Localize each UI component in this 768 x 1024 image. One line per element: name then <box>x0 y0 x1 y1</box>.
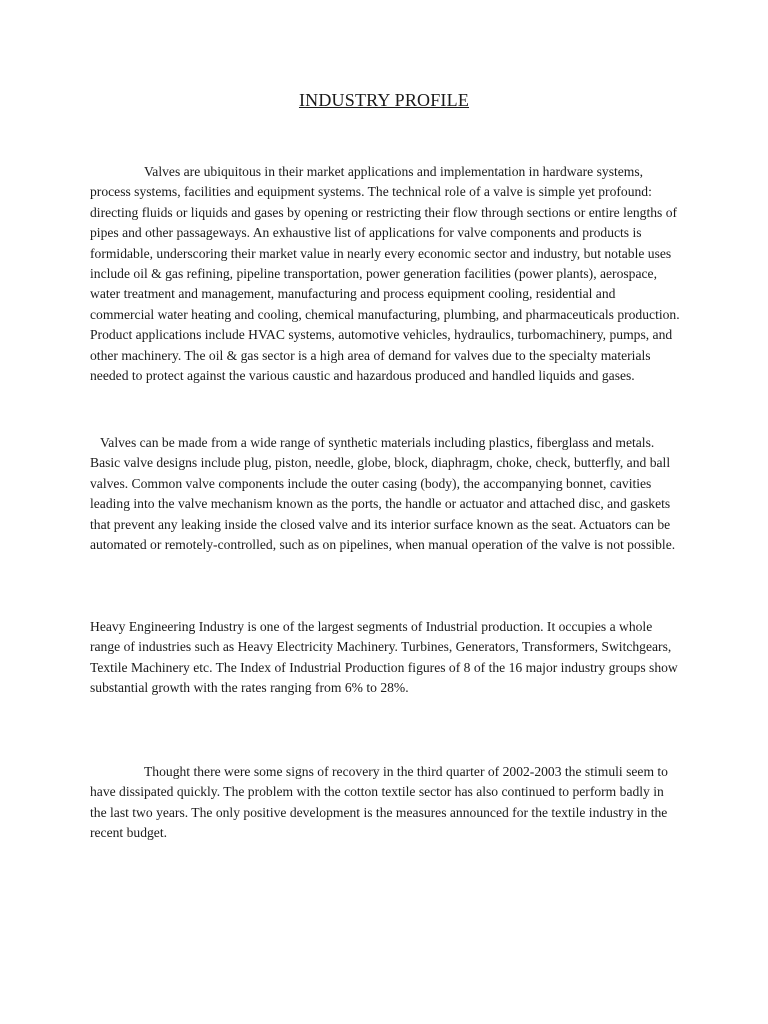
paragraph-valves-applications: Valves are ubiquitous in their market applications and implementation in hardware systems, process systems, facilities and equipment systems. The technical role of a valve is simple yet profound: directing fluids or liquids and gases by opening or restricting their flow through sections or entire lengths of pipes and other passageways. An exhaustive list of applications for valve components and products is formidable, underscoring their market value in nearly every economic sector and industry, but notable uses include oil & gas refining, pipeline transportation, power generation facilities (power plants), aerospace, water treatment and management, manufacturing and process equipment cooling, residential and commercial water heating and cooling, chemical manufacturing, plumbing, and pharmaceuticals production. Product applications include HVAC systems, automotive vehicles, hydraulics, turbomachinery, pumps, and other machinery. The oil & gas sector is a high area of demand for valves due to the specialty materials needed to protect against the various caustic and hazardous produced and handled liquids and gases. <box>90 164 680 384</box>
paragraph-heavy-engineering: Heavy Engineering Industry is one of the largest segments of Industrial production. It occupies a whole range of industries such as Heavy Electricity Machinery. Turbines, Generators, Transformers, Switchgears, Textile Machinery etc. The Index of Industrial Production figures of 8 of the 16 major industry groups show substantial growth with the rates ranging from 6% to 28%. <box>90 619 678 696</box>
paragraph-valves-materials: Valves can be made from a wide range of synthetic materials including plastics, fiberglass and metals. Basic valve designs include plug, piston, needle, globe, block, diaphragm, choke, check, butterfly, and ball valves. Common valve components include the outer casing (body), the accompanying bonnet, cavities leading into the valve mechanism known as the ports, the handle or actuator and attached disc, and gaskets that prevent any leaking inside the closed valve and its interior surface known as the seat. Actuators can be automated or remotely-controlled, such as on pipelines, when manual operation of the valve is not possible. <box>90 435 676 553</box>
page-title: INDUSTRY PROFILE <box>298 90 470 110</box>
paragraph-recovery: Thought there were some signs of recovery in the third quarter of 2002-2003 the stimuli seem to have dissipated quickly. The problem with the cotton textile sector has also continued to perform badly in the last two years. The only positive development is the measures announced for the textile industry in the recent budget. <box>90 764 668 841</box>
